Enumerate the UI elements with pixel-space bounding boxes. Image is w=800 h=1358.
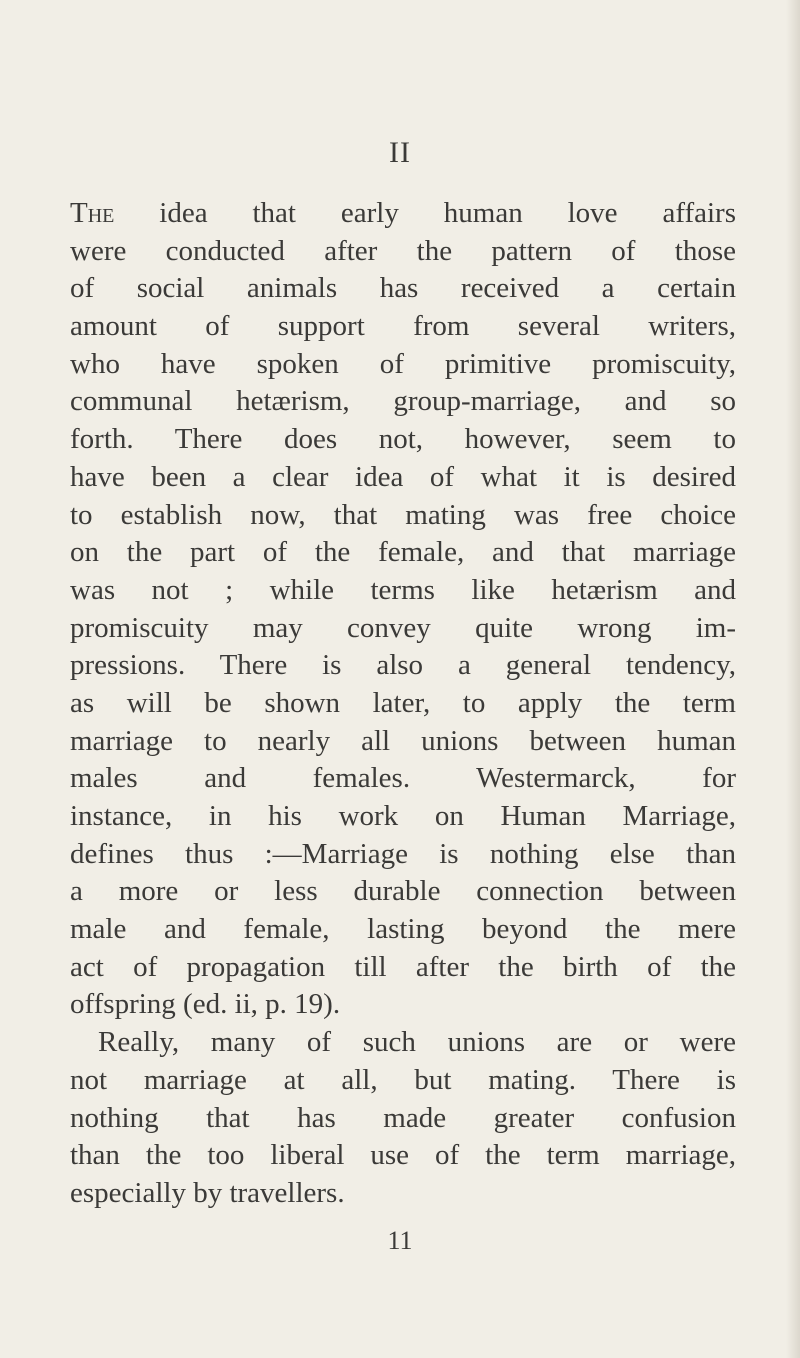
text-line: amount of support from several writers, xyxy=(70,310,736,343)
text-line: instance, in his work on Human Marriage, xyxy=(70,800,736,832)
text-line: males and females. Westermarck, for xyxy=(70,762,736,795)
text-line: Really, many of such unions are or were xyxy=(98,1026,736,1059)
text-line: promiscuity may convey quite wrong im- xyxy=(70,611,736,644)
text-line: of social animals has received a certain xyxy=(70,272,736,305)
page-edge-shadow xyxy=(786,0,800,1358)
text-line: pressions. There is also a general tendency, xyxy=(70,649,736,682)
text-line: communal hetærism, group-marriage, and so xyxy=(70,385,736,418)
text-line: marriage to nearly all unions between human xyxy=(70,724,736,757)
text-line: was not ; while terms like hetærism and xyxy=(70,573,736,606)
text-line: to establish now, that mating was free choice xyxy=(70,498,736,531)
text-line xyxy=(70,195,736,233)
text-line: not marriage at all, but mating. There is xyxy=(70,1063,736,1096)
text-line: a more or less durable connection between xyxy=(70,875,736,908)
text-line: defines thus :—Marriage is nothing else than xyxy=(70,837,736,870)
text-line-content: idea that early human love affairs xyxy=(114,197,736,229)
chapter-number: II xyxy=(389,136,411,169)
text-line: act of propagation till after the birth of the xyxy=(70,950,736,983)
text-line: on the part of the female, and that marriage xyxy=(70,536,736,569)
text-line: who have spoken of primitive promiscuity, xyxy=(70,347,736,380)
text-line: offspring (ed. ii, p. 19). xyxy=(70,988,341,1021)
opening-word: The xyxy=(70,197,115,229)
text-line: forth. There does not, however, seem to xyxy=(70,423,736,456)
body-text xyxy=(70,195,736,1213)
page-number: 11 xyxy=(387,1226,413,1255)
text-line: as will be shown later, to apply the term xyxy=(70,686,736,719)
text-line: especially by travellers. xyxy=(70,1176,345,1209)
text-line: were conducted after the pattern of those xyxy=(70,234,736,267)
text-line: nothing that has made greater confusion xyxy=(70,1101,736,1134)
text-line: male and female, lasting beyond the mere xyxy=(70,913,736,946)
text-line: have been a clear idea of what it is desired xyxy=(70,460,736,493)
text-line: than the too liberal use of the term marriage, xyxy=(70,1139,736,1172)
